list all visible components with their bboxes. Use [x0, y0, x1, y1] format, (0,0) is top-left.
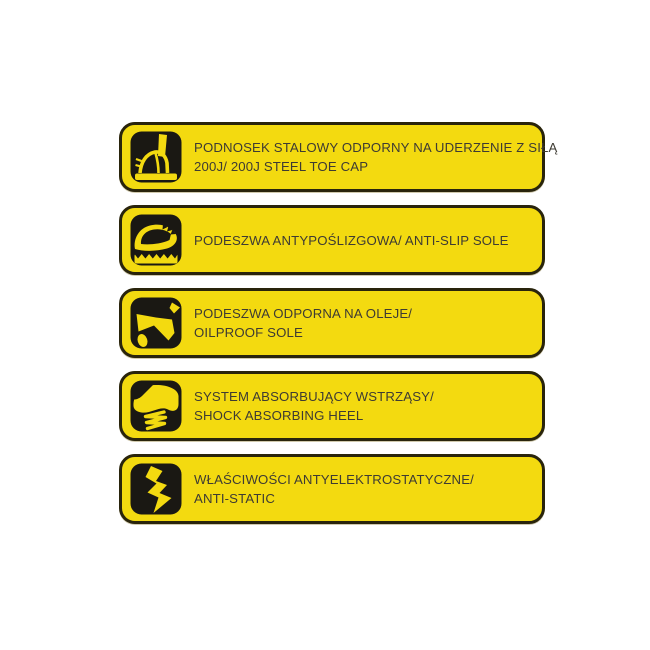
badge-text: [194, 231, 509, 250]
feature-badge-oilproof-sole: [119, 288, 545, 358]
badge-text: [194, 470, 474, 508]
badge-text-line: WŁAŚCIWOŚCI ANTYELEKTROSTATYCZNE/: [194, 472, 474, 487]
badge-text: [194, 138, 557, 176]
badge-text-line: OILPROOF SOLE: [194, 325, 303, 340]
feature-badge-steel-toe-cap: [119, 122, 558, 192]
badge-text-line: SYSTEM ABSORBUJĄCY WSTRZĄSY/: [194, 389, 434, 404]
badge-text-line: PODNOSEK STALOWY ODPORNY NA UDERZENIE Z SIŁĄ: [194, 140, 558, 155]
badge-text: [194, 304, 412, 342]
oilproof-sole-icon: [129, 296, 183, 350]
shock-absorbing-heel-icon: [129, 379, 183, 433]
badge-text-line: 200J/ 200J STEEL TOE CAP: [194, 159, 369, 174]
anti-static-icon: [129, 462, 183, 516]
steel-toe-cap-impact-icon: [129, 130, 183, 184]
badge-text-line: PODESZWA ANTYPOŚLIZGOWA/ ANTI-SLIP SOLE: [194, 232, 509, 248]
badge-text-line: PODESZWA ODPORNA NA OLEJE/: [194, 306, 413, 321]
anti-slip-sole-icon: [129, 213, 183, 267]
feature-badge-list: [119, 122, 558, 524]
feature-badge-anti-static: [119, 454, 545, 524]
badge-text-line: ANTI-STATIC: [194, 491, 276, 506]
feature-badge-anti-slip-sole: [119, 205, 545, 275]
badge-text-line: SHOCK ABSORBING HEEL: [194, 408, 364, 423]
feature-badge-shock-absorbing-heel: [119, 371, 545, 441]
badge-text: [194, 387, 434, 425]
